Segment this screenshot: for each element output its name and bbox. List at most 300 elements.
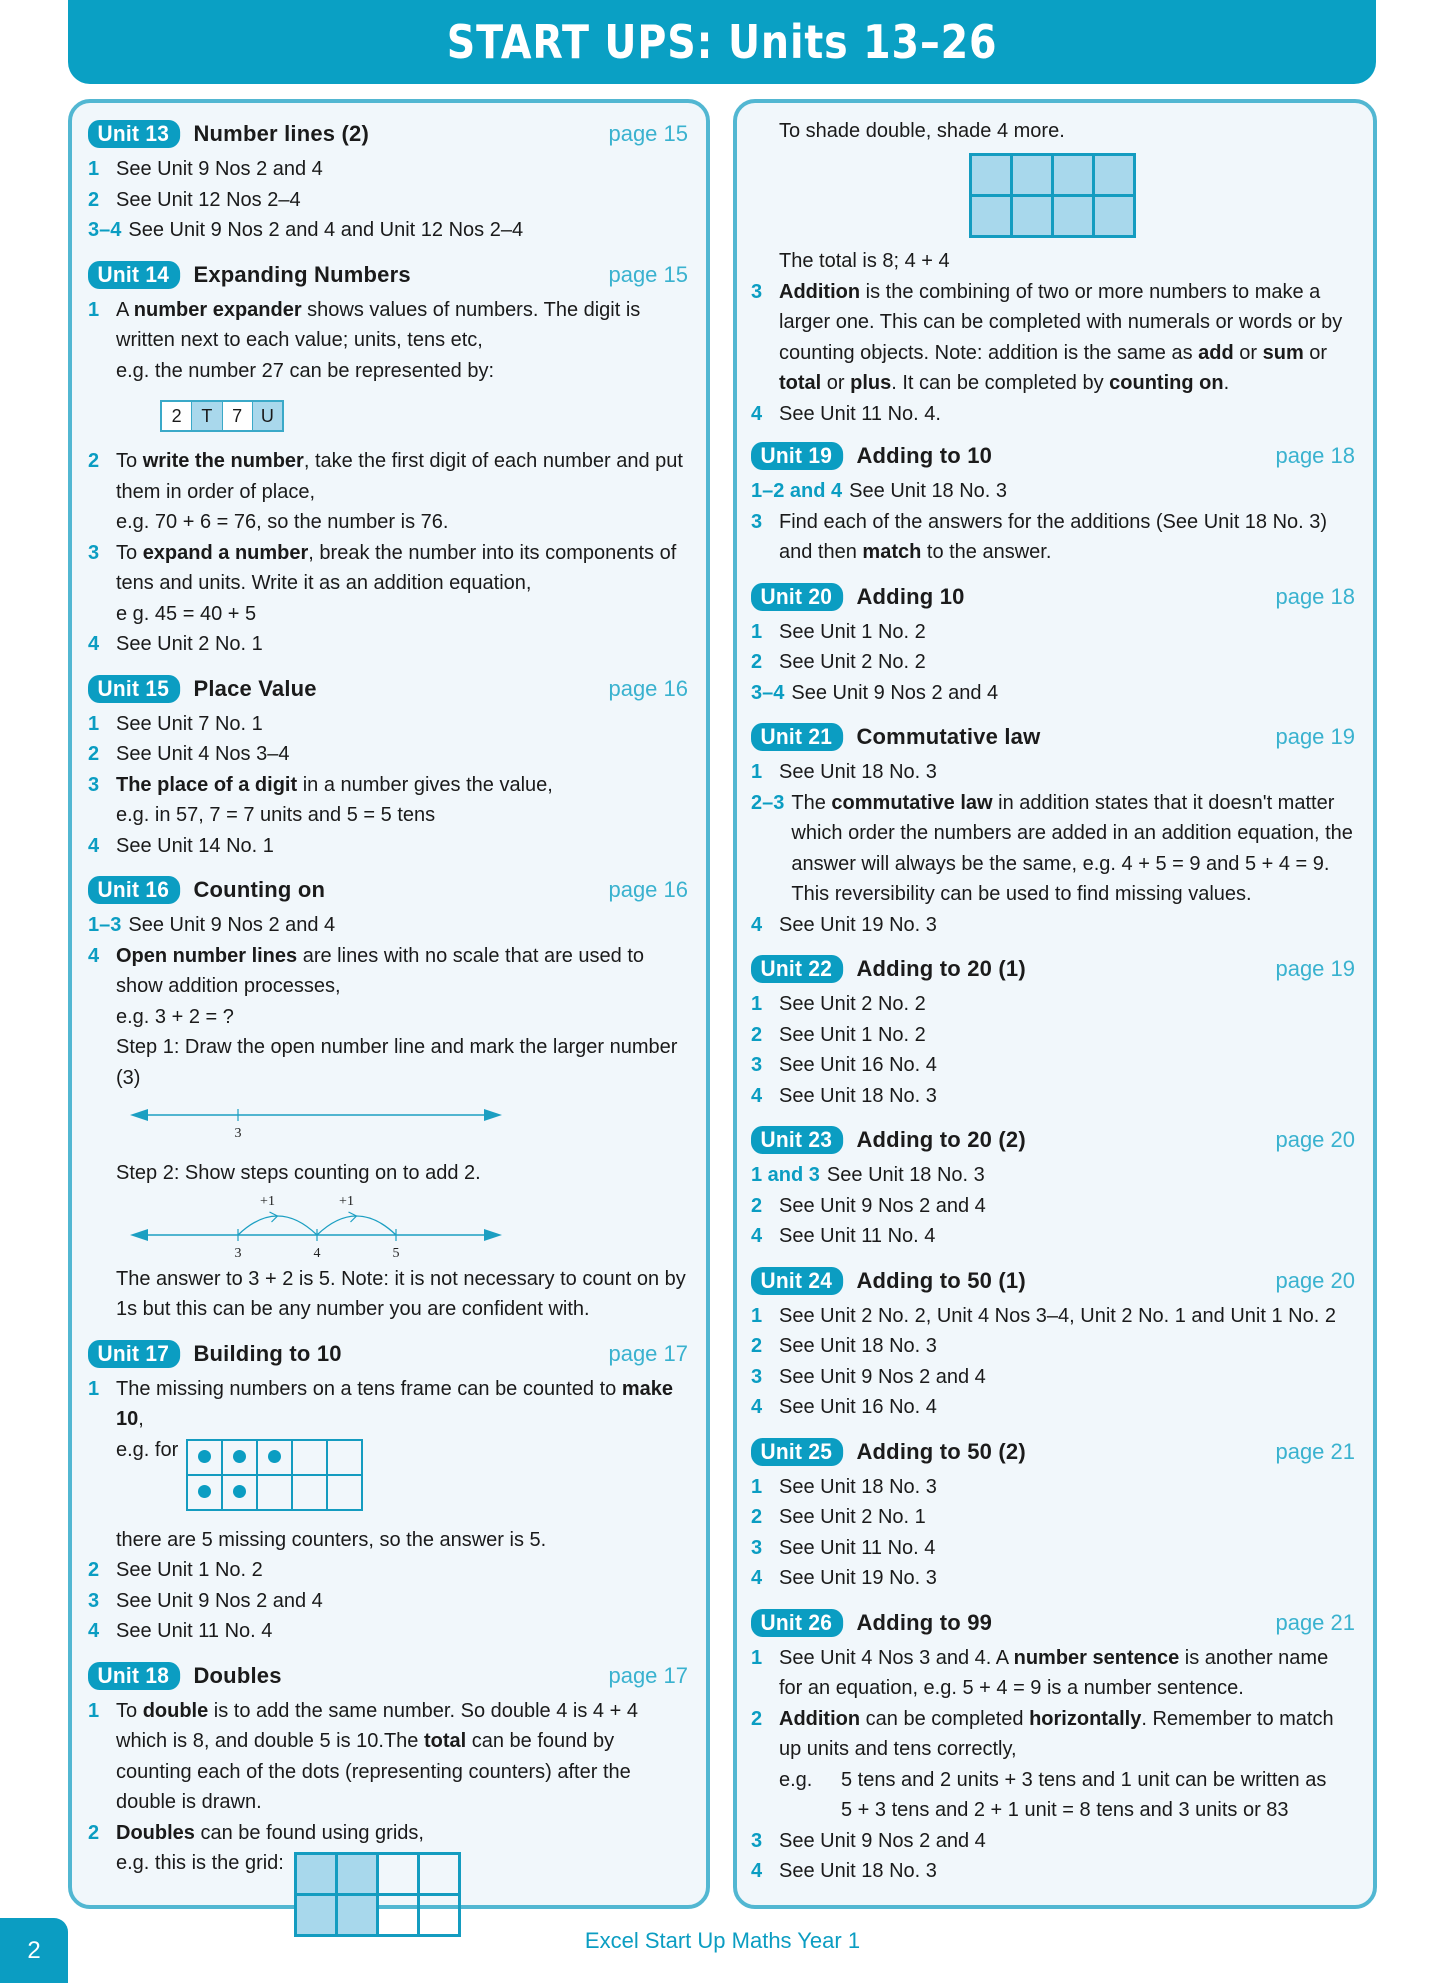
unit-title: Adding 10 bbox=[856, 583, 965, 609]
step-2-text: Step 2: Show steps counting on to add 2. bbox=[116, 1162, 481, 1184]
unit-header bbox=[88, 258, 688, 292]
answer-row bbox=[88, 831, 688, 862]
text-segment: , take the first digit of each number and put them in order of place, bbox=[116, 450, 683, 503]
answer-item bbox=[88, 831, 688, 862]
question-number: 1 bbox=[88, 158, 100, 180]
text-segment: See Unit 2 No. 1 bbox=[116, 633, 263, 655]
answer-row bbox=[751, 1362, 1355, 1393]
svg-text:5: 5 bbox=[392, 1245, 400, 1259]
continuation-text: To shade double, shade 4 more. bbox=[779, 120, 1065, 142]
question-number: 4 bbox=[88, 834, 100, 857]
answer-row bbox=[88, 1696, 688, 1818]
answer-item bbox=[751, 1331, 1355, 1362]
answer-row bbox=[751, 1563, 1355, 1594]
grid-cell bbox=[295, 1854, 336, 1895]
answer-item bbox=[751, 1643, 1355, 1704]
question-number: 1 and 3 bbox=[751, 1164, 820, 1186]
text-segment: See Unit 11 No. 4. bbox=[779, 402, 941, 425]
text-segment: To bbox=[116, 541, 143, 564]
continuation-total: The total is 8; 4 + 4 bbox=[779, 250, 950, 272]
text-segment: See Unit 2 No. 1 bbox=[779, 1506, 926, 1528]
bold-term: commutative law bbox=[831, 791, 993, 814]
answer-row bbox=[88, 1586, 688, 1617]
unit-title: Adding to 20 (1) bbox=[856, 956, 1026, 981]
answer-row bbox=[751, 476, 1355, 507]
text-segment: The bbox=[791, 791, 832, 814]
question-number: 3 bbox=[751, 510, 763, 533]
answer-row bbox=[751, 507, 1355, 568]
answer-continuation: e.g. 70 + 6 = 76, so the number is 76. bbox=[116, 511, 449, 533]
answer-text bbox=[779, 1020, 1355, 1051]
text-segment: See Unit 2 No. 2 bbox=[779, 993, 926, 1015]
question-number: 3 bbox=[88, 541, 100, 564]
answer-text bbox=[791, 678, 1355, 709]
text-segment: See Unit 7 No. 1 bbox=[116, 712, 263, 735]
text-segment: to the answer. bbox=[921, 541, 1052, 563]
answer-item bbox=[751, 1221, 1355, 1252]
question-number: 2 bbox=[751, 1194, 763, 1217]
text-segment: See Unit 18 No. 3 bbox=[779, 761, 937, 783]
text-segment: , bbox=[138, 1408, 144, 1430]
text-segment: . Remember to match up units and tens correctly, bbox=[779, 1707, 1334, 1760]
text-segment: See Unit 9 Nos 2 and 4 bbox=[791, 681, 999, 704]
svg-text:3: 3 bbox=[234, 1245, 242, 1259]
answer-row bbox=[88, 910, 688, 941]
question-number: 2 bbox=[751, 1335, 763, 1357]
answer-text bbox=[779, 1856, 1355, 1887]
answer-item bbox=[751, 277, 1355, 399]
answer-continuation: e.g. in 57, 7 = 7 units and 5 = 5 tens bbox=[116, 804, 436, 826]
answer-text bbox=[779, 1081, 1355, 1112]
answer-item bbox=[751, 989, 1355, 1020]
text-segment: is another name for an equation, e.g. 5 + 4 = 9 is a number sentence. bbox=[779, 1646, 1329, 1699]
unit-badge: Unit 18 bbox=[88, 1662, 181, 1690]
answer-item bbox=[88, 1616, 688, 1647]
answer-row bbox=[88, 629, 688, 660]
answer-row bbox=[751, 617, 1355, 648]
tens-frame-cell bbox=[222, 1440, 257, 1475]
text-segment: . bbox=[1223, 372, 1230, 394]
answer-item bbox=[751, 1191, 1355, 1222]
answer-text bbox=[779, 989, 1355, 1020]
unit-section-16 bbox=[88, 873, 688, 1325]
bold-term: The place of a digit bbox=[116, 773, 298, 796]
question-number: 1–3 bbox=[88, 914, 122, 936]
answer-row bbox=[751, 277, 1355, 399]
svg-text:+1: +1 bbox=[339, 1193, 354, 1209]
question-number: 1 bbox=[88, 298, 100, 321]
answer-row bbox=[751, 1856, 1355, 1887]
answer-row bbox=[88, 185, 688, 216]
answer-item bbox=[751, 678, 1355, 709]
unit-section-24 bbox=[751, 1264, 1355, 1423]
answer-text bbox=[116, 629, 688, 660]
answer-item bbox=[751, 1050, 1355, 1081]
doubled-grid bbox=[969, 153, 1355, 238]
unit-header bbox=[751, 1264, 1355, 1298]
bold-term: double bbox=[142, 1699, 209, 1722]
grid-cell bbox=[1053, 155, 1094, 196]
bold-term: plus bbox=[850, 372, 892, 394]
question-number: 2 bbox=[751, 1707, 763, 1730]
unit-header bbox=[751, 720, 1355, 754]
answer-row bbox=[751, 1704, 1355, 1765]
grid-cell bbox=[418, 1854, 459, 1895]
answer-text bbox=[116, 1696, 688, 1818]
answer-row bbox=[88, 1374, 688, 1435]
text-segment: See Unit 9 Nos 2 and 4 bbox=[779, 1365, 986, 1388]
unit-header bbox=[751, 1606, 1355, 1640]
question-number: 2 bbox=[88, 188, 100, 211]
text-segment: To bbox=[116, 1699, 143, 1722]
unit-section-20 bbox=[751, 580, 1355, 709]
text-segment: See Unit 11 No. 4 bbox=[116, 1620, 273, 1642]
unit-section-13 bbox=[88, 117, 688, 246]
answer-item bbox=[751, 1563, 1355, 1594]
answer-text bbox=[791, 788, 1355, 910]
bold-term: number expander bbox=[133, 298, 302, 321]
answer-item bbox=[751, 757, 1355, 788]
answer-row bbox=[751, 1472, 1355, 1503]
text-segment: See Unit 14 No. 1 bbox=[116, 834, 274, 857]
unit-title: Adding to 50 (2) bbox=[856, 1438, 1026, 1464]
answer-item bbox=[751, 476, 1355, 507]
answer-row bbox=[88, 295, 688, 356]
grid-cell bbox=[1094, 155, 1135, 196]
worked-example bbox=[751, 1765, 1355, 1826]
answer-row bbox=[751, 1301, 1355, 1332]
tens-frame bbox=[186, 1439, 363, 1511]
question-number: 3 bbox=[751, 1536, 763, 1559]
answer-text bbox=[779, 1533, 1355, 1564]
answer-row bbox=[88, 941, 688, 1002]
number-line-step1 bbox=[88, 1101, 688, 1152]
text-segment: See Unit 4 Nos 3–4 bbox=[116, 743, 290, 765]
tens-frame-cell bbox=[327, 1440, 362, 1475]
answer-text bbox=[116, 154, 688, 185]
page-reference: page 18 bbox=[1275, 583, 1355, 609]
counting-on-number-line bbox=[116, 1189, 516, 1259]
text-segment: in addition states that it doesn't matter which order the numbers are added in an addition equation, the answer will always be the same, e.g. 4 + 5 = 9 and 5 + 4 = 9. This reversibility can be used to find missing values. bbox=[791, 791, 1353, 905]
text-segment: See Unit 1 No. 2 bbox=[779, 620, 926, 643]
answer-text bbox=[779, 507, 1355, 568]
text-segment: can be completed bbox=[860, 1707, 1030, 1730]
counter-dot-icon bbox=[198, 1450, 211, 1463]
answer-row bbox=[88, 709, 688, 740]
unit-section-22 bbox=[751, 952, 1355, 1111]
question-number: 3 bbox=[751, 280, 763, 303]
text-segment: See Unit 2 No. 2, Unit 4 Nos 3–4, Unit 2 No. 1 and Unit 1 No. 2 bbox=[779, 1304, 1336, 1327]
bold-term: Open number lines bbox=[116, 944, 298, 967]
tens-frame-cell bbox=[292, 1475, 327, 1510]
text-segment: To bbox=[116, 450, 143, 472]
answer-row bbox=[88, 538, 688, 599]
tens-frame-cell bbox=[292, 1440, 327, 1475]
text-segment: See Unit 18 No. 3 bbox=[779, 1335, 937, 1357]
page-reference: page 20 bbox=[1275, 1127, 1355, 1152]
question-number: 4 bbox=[751, 913, 763, 936]
unit-title: Adding to 50 (1) bbox=[856, 1267, 1026, 1293]
bold-term: total bbox=[779, 372, 822, 394]
answer-text bbox=[779, 1221, 1355, 1252]
bold-term: Addition bbox=[779, 280, 861, 303]
bold-term: sum bbox=[1262, 341, 1304, 364]
text-segment: See Unit 1 No. 2 bbox=[116, 1559, 263, 1581]
text-segment: is to add the same number. So double 4 is 4 + 4 which is 8, and double 5 is 10.The bbox=[116, 1699, 638, 1752]
answer-text bbox=[779, 277, 1355, 399]
page-reference: page 15 bbox=[608, 121, 688, 146]
counter-dot-icon bbox=[233, 1450, 246, 1463]
question-number: 4 bbox=[751, 1860, 763, 1882]
unit-section-19 bbox=[751, 439, 1355, 568]
text-segment: See Unit 9 Nos 2 and 4 bbox=[128, 914, 336, 936]
unit-badge: Unit 20 bbox=[751, 583, 844, 611]
unit-badge: Unit 21 bbox=[751, 723, 844, 751]
question-number: 2 bbox=[751, 1023, 763, 1046]
book-title-footer: Excel Start Up Maths Year 1 bbox=[584, 1928, 861, 1953]
answer-text bbox=[116, 1818, 688, 1849]
question-number: 4 bbox=[751, 1225, 763, 1247]
answer-item bbox=[88, 154, 688, 185]
answer-item bbox=[88, 446, 688, 538]
page-reference: page 17 bbox=[608, 1340, 688, 1366]
answer-text bbox=[779, 1472, 1355, 1503]
question-number: 4 bbox=[88, 633, 100, 655]
question-number: 2 bbox=[751, 651, 763, 673]
eg-label: e.g. this is the grid: bbox=[116, 1852, 284, 1874]
answer-row bbox=[751, 1081, 1355, 1112]
eg-label: e.g. bbox=[779, 1768, 813, 1791]
answer-text bbox=[116, 770, 688, 801]
answer-continuation: there are 5 missing counters, so the answer is 5. bbox=[116, 1528, 547, 1551]
example-line: 5 + 3 tens and 2 + 1 unit = 8 tens and 3 units or 83 bbox=[841, 1799, 1289, 1821]
answer-row bbox=[751, 647, 1355, 678]
answer-item bbox=[88, 910, 688, 941]
text-segment: or bbox=[1303, 341, 1328, 364]
unit-header bbox=[751, 580, 1355, 614]
unit-badge: Unit 15 bbox=[88, 675, 181, 703]
text-segment: See Unit 2 No. 2 bbox=[779, 651, 926, 673]
answer-text bbox=[779, 757, 1355, 788]
expander-cell: T bbox=[192, 402, 222, 430]
answer-row bbox=[88, 1616, 688, 1647]
grid-cell bbox=[377, 1854, 418, 1895]
answer-item bbox=[88, 185, 688, 216]
answer-item bbox=[751, 910, 1355, 941]
answer-item bbox=[88, 941, 688, 1325]
answer-item bbox=[751, 399, 1355, 430]
question-number: 4 bbox=[88, 1620, 100, 1642]
question-number: 2–3 bbox=[751, 791, 785, 814]
page-reference: page 17 bbox=[608, 1662, 688, 1688]
answer-item bbox=[751, 617, 1355, 648]
answer-item bbox=[88, 215, 688, 246]
text-segment: See Unit 9 Nos 2 and 4 bbox=[116, 1589, 323, 1612]
unit-title: Expanding Numbers bbox=[193, 261, 411, 287]
answer-item bbox=[751, 1502, 1355, 1533]
svg-text:+1: +1 bbox=[260, 1193, 275, 1209]
bold-term: total bbox=[423, 1730, 467, 1752]
answer-text bbox=[779, 617, 1355, 648]
page-reference: page 15 bbox=[608, 261, 688, 287]
answer-row bbox=[751, 1392, 1355, 1423]
text-segment: See Unit 1 No. 2 bbox=[779, 1023, 926, 1046]
unit-badge: Unit 19 bbox=[751, 442, 844, 470]
answer-text bbox=[779, 910, 1355, 941]
unit-title: Number lines (2) bbox=[193, 121, 370, 146]
answer-row bbox=[751, 1050, 1355, 1081]
answer-text bbox=[779, 1392, 1355, 1423]
answer-row bbox=[88, 739, 688, 770]
text-segment: See Unit 16 No. 4 bbox=[779, 1054, 937, 1076]
answer-text bbox=[779, 647, 1355, 678]
text-segment: See Unit 18 No. 3 bbox=[779, 1084, 937, 1107]
unit-section-23 bbox=[751, 1123, 1355, 1252]
counter-dot-icon bbox=[198, 1485, 211, 1498]
text-segment: in a number gives the value, bbox=[297, 773, 553, 796]
question-number: 4 bbox=[751, 1084, 763, 1107]
page-header bbox=[68, 0, 1376, 84]
text-segment: See Unit 16 No. 4 bbox=[779, 1396, 937, 1418]
answer-item bbox=[88, 1555, 688, 1586]
answer-text bbox=[779, 1331, 1355, 1362]
text-segment: See Unit 18 No. 3 bbox=[779, 1860, 937, 1882]
answer-item bbox=[751, 1856, 1355, 1887]
text-segment: or bbox=[821, 372, 851, 394]
grid-cell bbox=[1053, 196, 1094, 237]
answer-row bbox=[751, 1020, 1355, 1051]
question-number: 3 bbox=[88, 773, 100, 796]
answer-text bbox=[779, 399, 1355, 430]
page-reference: page 16 bbox=[608, 675, 688, 701]
question-number: 3 bbox=[751, 1829, 763, 1852]
question-number: 1 bbox=[751, 620, 763, 643]
doubled-grid-table bbox=[969, 153, 1136, 238]
answer-row bbox=[88, 446, 688, 507]
answer-text bbox=[779, 1362, 1355, 1393]
grid-cell bbox=[336, 1854, 377, 1895]
answer-row bbox=[88, 770, 688, 801]
grid-cell bbox=[971, 196, 1012, 237]
answer-text bbox=[116, 831, 688, 862]
question-number: 4 bbox=[751, 402, 763, 425]
text-segment: See Unit 9 Nos 2 and 4 bbox=[779, 1194, 986, 1217]
question-number: 3 bbox=[88, 1589, 100, 1612]
answer-text bbox=[116, 295, 688, 356]
unit-title: Commutative law bbox=[856, 724, 1041, 749]
question-number: 4 bbox=[751, 1567, 763, 1589]
answer-row bbox=[88, 154, 688, 185]
answer-text bbox=[849, 476, 1355, 507]
text-segment: See Unit 4 Nos 3 and 4. A bbox=[779, 1646, 1014, 1669]
bold-term: Doubles bbox=[116, 1821, 195, 1844]
unit-title: Building to 10 bbox=[193, 1340, 342, 1366]
question-number: 3 bbox=[751, 1054, 763, 1076]
answer-row bbox=[751, 757, 1355, 788]
page-title: START UPS: Units 13–26 bbox=[446, 15, 998, 69]
answer-item bbox=[88, 1374, 688, 1556]
answer-row bbox=[751, 1221, 1355, 1252]
answer-row bbox=[751, 1191, 1355, 1222]
question-number: 1 bbox=[751, 993, 763, 1015]
answer-row bbox=[751, 1533, 1355, 1564]
text-segment: See Unit 11 No. 4 bbox=[779, 1536, 936, 1559]
answer-row bbox=[751, 910, 1355, 941]
answer-item bbox=[88, 770, 688, 831]
answer-text bbox=[779, 1826, 1355, 1857]
page-reference: page 16 bbox=[608, 877, 688, 902]
text-segment: are lines with no scale that are used to show addition processes, bbox=[116, 944, 645, 997]
unit-section-14 bbox=[88, 258, 688, 660]
unit-section-17 bbox=[88, 1337, 688, 1647]
question-number: 2 bbox=[88, 743, 100, 765]
bold-term: add bbox=[1198, 341, 1234, 364]
unit-section-26 bbox=[751, 1606, 1355, 1887]
answer-text bbox=[116, 538, 688, 599]
text-segment: See Unit 18 No. 3 bbox=[849, 480, 1008, 502]
page-reference: page 20 bbox=[1275, 1267, 1355, 1293]
answer-text bbox=[779, 1502, 1355, 1533]
answer-text bbox=[128, 215, 688, 246]
text-segment: See Unit 18 No. 3 bbox=[826, 1164, 985, 1186]
answer-item bbox=[751, 1826, 1355, 1857]
question-number: 4 bbox=[751, 1396, 763, 1418]
unit-badge: Unit 24 bbox=[751, 1267, 844, 1295]
question-number: 2 bbox=[88, 450, 100, 472]
right-column-panel bbox=[733, 99, 1377, 1909]
text-segment: See Unit 9 Nos 2 and 4 bbox=[779, 1829, 986, 1852]
text-segment: or bbox=[1233, 341, 1263, 364]
question-number: 3–4 bbox=[88, 219, 122, 241]
answer-text bbox=[116, 1586, 688, 1617]
bold-term: make 10 bbox=[116, 1377, 673, 1430]
answer-continuation: The answer to 3 + 2 is 5. Note: it is not necessary to count on by 1s but this can be any number you are confident with. bbox=[116, 1267, 686, 1320]
answer-item bbox=[751, 1533, 1355, 1564]
number-line-step2 bbox=[88, 1189, 688, 1264]
bold-term: horizontally bbox=[1029, 1707, 1142, 1730]
text-segment: can be found by counting each of the dots (representing counters) after the double is drawn. bbox=[116, 1730, 631, 1813]
unit-badge: Unit 14 bbox=[88, 261, 181, 289]
text-segment: can be found using grids, bbox=[194, 1821, 424, 1844]
answer-text bbox=[779, 1191, 1355, 1222]
unit-header bbox=[751, 439, 1355, 473]
grid-cell bbox=[971, 155, 1012, 196]
bold-term: write the number bbox=[142, 450, 304, 472]
answer-text bbox=[116, 1616, 688, 1647]
answer-text bbox=[779, 1563, 1355, 1594]
answer-item bbox=[88, 1586, 688, 1617]
answer-text bbox=[779, 1050, 1355, 1081]
text-segment: See Unit 19 No. 3 bbox=[779, 1567, 937, 1589]
answer-row bbox=[751, 989, 1355, 1020]
answer-row bbox=[751, 1826, 1355, 1857]
unit-header bbox=[751, 1123, 1355, 1157]
answer-item bbox=[751, 1301, 1355, 1332]
answer-text bbox=[116, 709, 688, 740]
unit-badge: Unit 13 bbox=[88, 120, 181, 148]
tens-frame-cell bbox=[187, 1440, 222, 1475]
grid-cell bbox=[1012, 196, 1053, 237]
answer-row bbox=[751, 678, 1355, 709]
unit-title: Adding to 10 bbox=[856, 443, 993, 468]
answer-continuation: e.g. the number 27 can be represented by: bbox=[116, 359, 495, 382]
unit-section-25 bbox=[751, 1435, 1355, 1594]
page-reference: page 19 bbox=[1275, 956, 1355, 981]
svg-text:3: 3 bbox=[234, 1126, 242, 1141]
answer-item bbox=[88, 295, 688, 433]
answer-item bbox=[751, 1160, 1355, 1191]
question-number: 1 bbox=[751, 1646, 763, 1669]
